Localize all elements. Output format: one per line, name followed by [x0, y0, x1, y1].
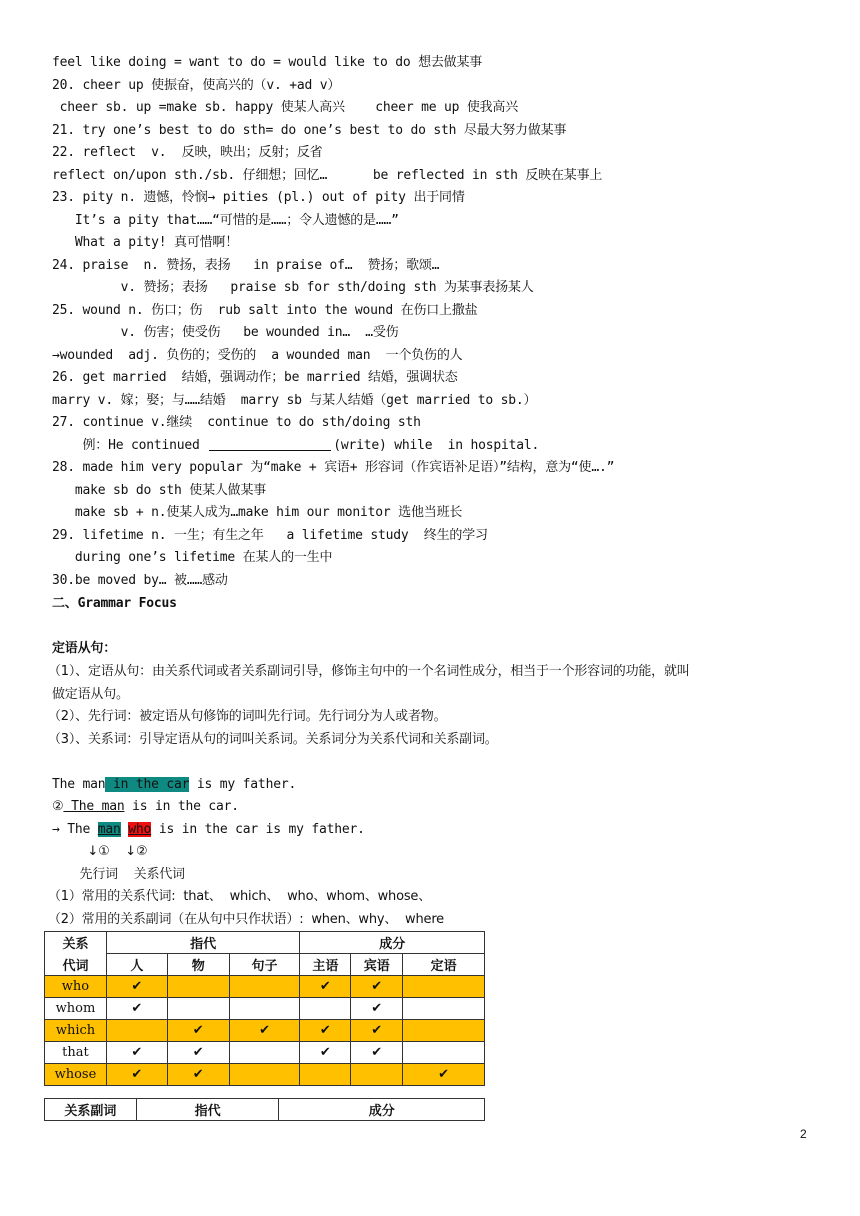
vocab-line: 25. wound n. 伤口；伤 rub salt into the wound 在伤口上撒盐	[52, 303, 478, 318]
row-label: who	[45, 976, 107, 998]
check-cell: ✔	[300, 1020, 351, 1042]
relative-pronoun-table	[44, 931, 485, 1086]
sentence-text: is in the car.	[124, 799, 239, 814]
check-cell	[106, 1020, 167, 1042]
subheader-thing: 物	[167, 954, 229, 976]
circled-number: ②	[52, 799, 64, 814]
vocab-line: make sb + n.使某人成为…make him our monitor 选他当班长	[52, 505, 463, 520]
check-cell: ✔	[106, 1042, 167, 1064]
header-reference: 指代	[136, 1099, 279, 1121]
check-cell	[167, 976, 229, 998]
vocab-line: It’s a pity that……“可惜的是……；令人遗憾的是……”	[52, 213, 399, 228]
check-cell: ✔	[167, 1020, 229, 1042]
antecedent-highlight: man	[97, 822, 121, 837]
vocab-line: 29. lifetime n. 一生；有生之年 a lifetime study 终生的学习	[52, 528, 488, 543]
check-cell: ✔	[229, 1020, 300, 1042]
example-sentence-1	[52, 774, 296, 796]
header-component: 成分	[279, 1099, 485, 1121]
vocab-line: marry v. 嫁；娶；与……结婚 marry sb 与某人结婚（get married to sb.）	[52, 393, 537, 408]
relative-pronoun-highlight: who	[128, 822, 152, 837]
vocab-line: v. 伤害；使受伤 be wounded in… …受伤	[52, 325, 399, 340]
check-cell: ✔	[351, 976, 403, 998]
check-cell	[351, 1064, 403, 1086]
check-cell: ✔	[351, 998, 403, 1020]
vocab-line: cheer sb. up =make sb. happy 使某人高兴 cheer me up 使我高兴	[52, 100, 519, 115]
check-cell	[229, 1064, 300, 1086]
check-cell	[300, 998, 351, 1020]
check-cell: ✔	[106, 976, 167, 998]
sentence-text: The man	[52, 777, 106, 792]
subheader-subject: 主语	[300, 954, 351, 976]
page-number: 2	[800, 1127, 807, 1141]
arrow-text: → The	[52, 822, 98, 837]
common-adverbs: （2）常用的关系副词（在从句中只作状语）: when、why、 where	[48, 912, 444, 927]
check-cell	[229, 976, 300, 998]
table-row	[45, 1064, 485, 1086]
subheader-sentence: 句子	[229, 954, 300, 976]
header-component: 成分	[300, 932, 485, 954]
row-label: which	[45, 1020, 107, 1042]
definition-1b: 做定语从句。	[52, 687, 129, 702]
check-cell	[229, 998, 300, 1020]
check-cell: ✔	[106, 998, 167, 1020]
example-prefix: 例：He continued	[52, 438, 208, 453]
table-row	[45, 976, 485, 998]
header-relative: 关系	[45, 932, 107, 954]
vocab-line: during one’s lifetime 在某人的一生中	[52, 550, 333, 565]
check-cell	[403, 1020, 485, 1042]
example-sentence-3	[52, 819, 365, 841]
pointer-arrows: ↓① ↓②	[52, 844, 148, 859]
check-cell	[403, 998, 485, 1020]
definition-2: （2）、先行词：被定语从句修饰的词叫先行词。先行词分为人或者物。	[48, 709, 447, 724]
grammar-subheading: 定语从句：	[52, 641, 117, 656]
common-pronouns: （1）常用的关系代词: that、 which、 who、whom、whose、	[48, 889, 432, 904]
table-row	[45, 1042, 485, 1064]
row-label: whom	[45, 998, 107, 1020]
definition-1a: （1）、定语从句：由关系代词或者关系副词引导，修饰主句中的一个名词性成分，相当于一个形容词的功能，就叫	[48, 664, 690, 679]
section-title: 二、Grammar Focus	[52, 596, 177, 611]
sentence-text: is my father.	[189, 777, 297, 792]
vocab-line: 27. continue v.继续 continue to do sth/doing sth	[52, 415, 421, 430]
check-cell: ✔	[300, 976, 351, 998]
underlined-subject: The man	[63, 799, 125, 814]
subheader-object: 宾语	[351, 954, 403, 976]
fill-in-blank[interactable]	[209, 436, 331, 451]
check-cell: ✔	[351, 1042, 403, 1064]
check-cell	[403, 1042, 485, 1064]
check-cell	[300, 1064, 351, 1086]
vocab-line: feel like doing = want to do = would like to do 想去做某事	[52, 55, 483, 70]
vocab-line: →wounded adj. 负伤的；受伤的 a wounded man 一个负伤的人	[52, 348, 463, 363]
vocab-line: v. 赞扬；表扬 praise sb for sth/doing sth 为某事表扬某人	[52, 280, 534, 295]
vocab-line: 21. try one’s best to do sth= do one’s best to do sth 尽最大努力做某事	[52, 123, 567, 138]
subheader-attributive: 定语	[403, 954, 485, 976]
relative-adverb-table	[44, 1098, 485, 1121]
vocab-line: reflect on/upon sth./sb. 仔细想；回忆… be reflected in sth 反映在某事上	[52, 168, 603, 183]
vocab-line: What a pity! 真可惜啊！	[52, 235, 239, 250]
highlight-modifier: in the car	[105, 777, 190, 792]
check-cell: ✔	[351, 1020, 403, 1042]
row-label: that	[45, 1042, 107, 1064]
table-row	[45, 998, 485, 1020]
sentence-text: is in the car is my father.	[151, 822, 365, 837]
vocab-line: 20. cheer up 使振奋，使高兴的（v. +ad v）	[52, 78, 341, 93]
vocab-line: 23. pity n. 遗憾，怜悯→ pities (pl.) out of pity 出于同情	[52, 190, 465, 205]
check-cell	[403, 976, 485, 998]
check-cell: ✔	[403, 1064, 485, 1086]
header-pronoun: 代词	[45, 954, 107, 976]
vocab-line: 26. get married 结婚，强调动作；be married 结婚，强调状态	[52, 370, 458, 385]
row-label: whose	[45, 1064, 107, 1086]
check-cell	[229, 1042, 300, 1064]
example-suffix: (write) while in hospital.	[333, 438, 540, 453]
check-cell	[167, 998, 229, 1020]
check-cell: ✔	[167, 1042, 229, 1064]
check-cell: ✔	[106, 1064, 167, 1086]
vocab-line: make sb do sth 使某人做某事	[52, 483, 267, 498]
check-cell: ✔	[167, 1064, 229, 1086]
subheader-person: 人	[106, 954, 167, 976]
definition-3: （3）、关系词：引导定语从句的词叫关系词。关系词分为关系代词和关系副词。	[48, 732, 498, 747]
vocab-line: 22. reflect v. 反映，映出；反射；反省	[52, 145, 323, 160]
vocab-line: 24. praise n. 赞扬，表扬 in praise of… 赞扬；歌颂…	[52, 258, 440, 273]
vocab-line: 30.be moved by… 被……感动	[52, 573, 228, 588]
check-cell: ✔	[300, 1042, 351, 1064]
header-reference: 指代	[106, 932, 300, 954]
pointer-labels: 先行词 关系代词	[52, 867, 185, 882]
table-row	[45, 1020, 485, 1042]
example-sentence-2	[52, 796, 239, 818]
header-relative-adverb: 关系副词	[45, 1099, 137, 1121]
vocab-line: 28. made him very popular 为“make + 宾语+ 形容词（作宾语补足语）”结构，意为“使….”	[52, 460, 615, 475]
example-line	[52, 435, 539, 457]
